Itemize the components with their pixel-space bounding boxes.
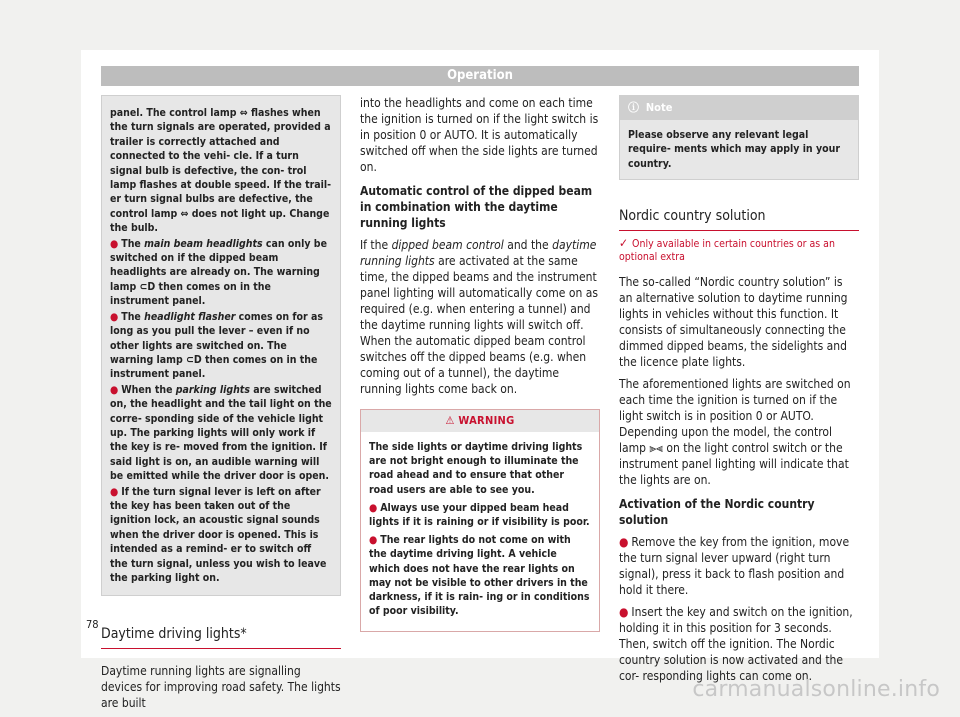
col2-para-1: into the headlights and come on each time the ignition is turned on if the light switch is in position 0 or AUTO. It is automatically switched off when the side lights are turned on. bbox=[360, 96, 599, 174]
box-bullet-2: ● The headlight flasher comes on for as long as you pull the lever – even if no other lights are switched on. The warning lamp ⊂D then comes on in the instrument panel. bbox=[110, 310, 323, 381]
note-header: ⓘ Note bbox=[620, 96, 858, 120]
col3-heading: Activation of the Nordic country solution bbox=[619, 497, 815, 528]
col3-para-2: The aforementioned lights are switched on each time the ignition is turned on if the light switch is in position 0 or AUTO. Depending upon the model, the control lamp ⫸⫷ on the light control switch or the instrument panel lighting will indicate that the lights are on. bbox=[619, 377, 851, 488]
bullet-icon: ● bbox=[619, 605, 629, 620]
page-number: 78 bbox=[86, 618, 99, 631]
col2-heading: Automatic control of the dipped beam in combination with the daytime running lights bbox=[360, 184, 593, 230]
warning-text: The side lights or daytime driving lights are not bright enough to illuminate the road ahead and to ensure that other road users are able to see you. bbox=[369, 441, 583, 496]
warning-header: ⚠ WARNING bbox=[361, 410, 599, 432]
bullet-icon: ● bbox=[110, 485, 119, 498]
bullet-icon: ● bbox=[110, 310, 119, 323]
bullet-icon: ● bbox=[369, 534, 378, 547]
warning-body bbox=[361, 432, 599, 631]
column-1 bbox=[101, 95, 341, 717]
warning-box bbox=[360, 409, 600, 632]
page-header: Operation bbox=[101, 66, 859, 86]
box-bullet-3: ● When the parking lights are switched on, the headlight and the tail light on the corre- sponding side of the vehicle light up. The parking lights will only work if the key is re- moved from the ignition. If said light is on, an audible warning will be emitted while the driver door is open. bbox=[110, 383, 332, 483]
box-bullet-1: ● The main beam headlights can only be switched on if the dipped beam headlights are already on. The warning lamp ⊂D then comes on in the instrument panel. bbox=[110, 237, 327, 308]
note-box bbox=[619, 95, 859, 180]
box-bullet-4: ● If the turn signal lever is left on after the key has been taken out of the ignition lock, an acoustic signal sounds when the driver door is opened. This is intended as a remind- er to switch off the turn signal, unless you wish to leave the parking light on. bbox=[110, 485, 327, 584]
bullet-icon: ● bbox=[369, 501, 378, 514]
info-box bbox=[101, 95, 341, 596]
section-title-daytime: Daytime driving lights* bbox=[101, 626, 341, 649]
bullet-icon: ● bbox=[619, 535, 629, 550]
availability-note: ✓ Only available in certain countries or as an optional extra bbox=[619, 236, 835, 264]
col3-bullet-2: ● Insert the key and switch on the ignition, holding it in this position for 3 seconds. Then, switch off the ignition. The Nordic country solution is now activated and the cor- responding lights can come on. bbox=[619, 605, 853, 684]
checkmark-icon: ✓ bbox=[619, 236, 629, 251]
note-text: Please observe any relevant legal require- ments which may apply in your country. bbox=[628, 129, 840, 170]
warning-icon: ⚠ bbox=[445, 414, 455, 427]
section-title-nordic: Nordic country solution bbox=[619, 208, 859, 231]
bullet-icon: ● bbox=[110, 383, 119, 396]
bullet-icon: ● bbox=[110, 237, 119, 250]
daytime-text: Daytime running lights are signalling devices for improving road safety. The lights are built bbox=[101, 664, 341, 711]
col3-bullet-1: ● Remove the key from the ignition, move the turn signal lever upward (right turn signal), press it back to flash position and hold it there. bbox=[619, 535, 850, 598]
column-3 bbox=[619, 95, 859, 690]
box-intro: panel. The control lamp ⇔ flashes when the turn signals are operated, provided a trailer is correctly attached and connected to the vehi- cle. If a turn signal bulb is defective, the con- trol lamp flashes at double speed. If the trail- er turn signal bulbs are defective, the control lamp ⇔ does not light up. Change the bulb. bbox=[110, 107, 332, 235]
col2-para-2: If the dipped beam control and the daytime running lights are activated at the same time, the dipped beams and the instrument panel lighting will automatically come on as required (e.g. when entering a tunnel) and the daytime running lights will switch off. When the automatic dipped beam control switches off the dipped beams (e.g. when coming out of a tunnel), the daytime running lights come back on. bbox=[360, 238, 598, 396]
warning-bullet-1: ● Always use your dipped beam head lights if it is raining or if visibility is poor. bbox=[369, 501, 590, 529]
watermark: carmanualsonline.info bbox=[692, 677, 940, 702]
col3-para-1: The so-called “Nordic country solution” is an alternative solution to daytime running lights in vehicles without this function. It consists of simultaneously connecting the dimmed dipped beams, the sidelights and the licence plate lights. bbox=[619, 275, 848, 370]
column-2 bbox=[360, 95, 600, 632]
warning-bullet-2: ● The rear lights do not come on with the daytime driving light. A vehicle which does not have the rear lights on may not be visible to other drivers in the darkness, if it is rain- ing or in conditions of poor visibility. bbox=[369, 534, 590, 618]
info-icon: ⓘ bbox=[628, 101, 639, 114]
